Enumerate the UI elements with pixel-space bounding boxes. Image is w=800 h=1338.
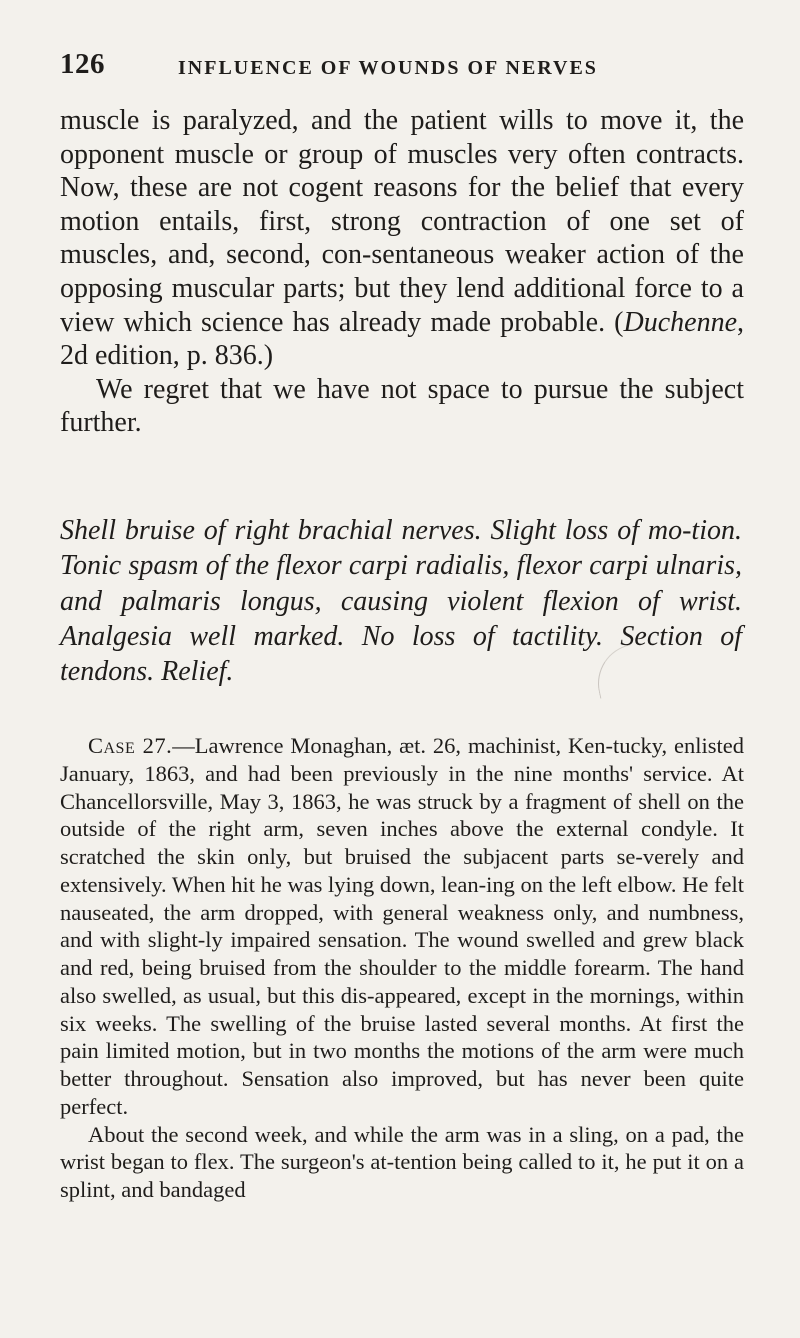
body-text [60,104,744,440]
citation-author: Duchenne [623,306,738,338]
paragraph-regret: We regret that we have not space to pursue the subject further. [60,373,744,439]
case-paragraph-2: About the second week, and while the arm was in a sling, on a pad, the wrist began to flex. The surgeon's at-tention being called to it, he put it on a splint, and bandaged [60,1121,744,1202]
page-number: 126 [60,48,105,80]
citation-rest: , 2d edition, p. 836.) [60,306,745,372]
citation-open: ( [605,306,624,338]
case-label: Case 27. [88,733,173,758]
case-paragraph [60,732,744,1121]
paragraph-text: muscle is paralyzed, and the patient wills to move it, the opponent muscle or group of muscles very often contracts. Now, these are not cogent reasons for the belief that every motion entails, first, strong contraction of one set of muscles, and, second, con-sentaneous weaker action of the opposing muscular parts; but they lend additional force to a view which science has already made probable. [60,105,744,338]
case-summary: Shell bruise of right brachial nerves. Slight loss of mo-tion. Tonic spasm of the flexor carpi radialis, flexor carpi ulnaris, and palmaris longus, causing violent flexion of wrist. Analgesia well marked. No loss of tactility. Section of tendons. Relief. [60,515,742,688]
running-title: INFLUENCE OF WOUNDS OF NERVES [178,57,598,79]
case-text: —Lawrence Monaghan, æt. 26, machinist, Ken-tucky, enlisted January, 1863, and had been previously in the nine months' service. At Chancellorsville, May 3, 1863, he was struck by a fragment of shell on the outside of the right arm, seven inches above the external condyle. It scratched the skin only, but bruised the subjacent parts se-verely and extensively. When hit he was lying down, lean-ing on the left elbow. He felt nauseated, the arm dropped, with general weakness only, and numbness, and with slight-ly impaired sensation. The wound swelled and grew black and red, being bruised from the shoulder to the middle forearm. The hand also swelled, as usual, but this dis-appeared, except in the mornings, within six weeks. The swelling of the bruise lasted several months. At first the pain limited motion, but in two months the motions of the arm were much better throughout. Sensation also improved, but has never been quite perfect. [60,733,744,1119]
case-report [60,732,744,1204]
running-head [60,48,740,88]
paragraph-duchenne [60,104,744,373]
